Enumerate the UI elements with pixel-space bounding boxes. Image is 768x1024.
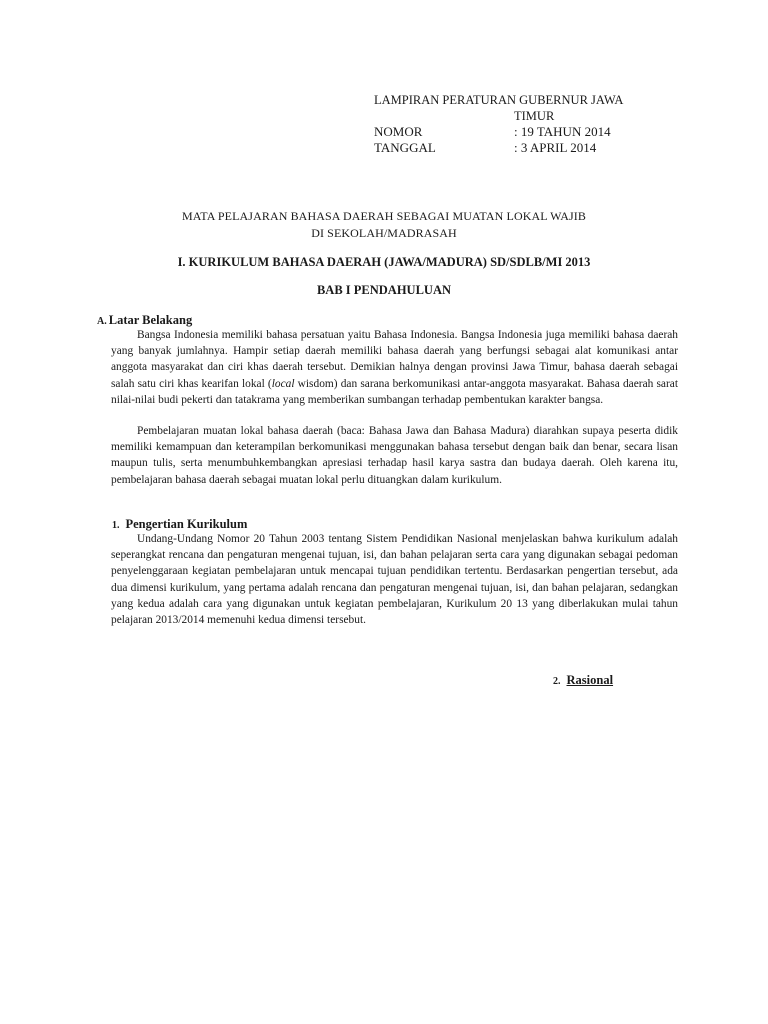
main-title-line2: DI SEKOLAH/MADRASAH xyxy=(311,226,457,240)
bab-title: BAB I PENDAHULUAN xyxy=(316,283,452,297)
lampiran-header xyxy=(374,92,654,156)
para1-text-end: wisdom) dan sarana berkomunikasi antar-anggota masyarakat. Bahasa daerah sarat nilai-nilai budi pekerti dan tatakrama yang memberikan sumbangan terhadap pembentukan karakter bangsa. xyxy=(111,377,678,406)
para1-italic-term: local xyxy=(271,377,295,390)
section-2-heading xyxy=(553,673,613,688)
kurikulum-title: I. KURIKULUM BAHASA DAERAH (JAWA/MADURA) SD/SDLB/MI 2013 xyxy=(177,255,591,269)
nomor-row xyxy=(374,124,654,140)
section-1-heading xyxy=(112,517,247,532)
tanggal-row xyxy=(374,140,654,156)
latar-belakang-paragraph-2 xyxy=(111,423,678,488)
tanggal-value: : 3 APRIL 2014 xyxy=(514,140,597,155)
pengertian-kurikulum-paragraph xyxy=(111,531,678,628)
main-title-line1: MATA PELAJARAN BAHASA DAERAH SEBAGAI MUATAN LOKAL WAJIB xyxy=(182,209,586,223)
section-1-number: 1. xyxy=(112,520,120,531)
tanggal-label: TANGGAL xyxy=(374,140,436,155)
section-a-heading xyxy=(97,313,192,328)
pengertian-text: Undang-Undang Nomor 20 Tahun 2003 tentang Sistem Pendidikan Nasional menjelaskan bahwa kurikulum adalah seperangkat rencana dan pengaturan mengenai tujuan, isi, dan bahan pelajaran serta cara yang digunakan sebagai pedoman penyelenggaraan kegiatan pembelajaran untuk mencapai tujuan pendidikan tertentu. Berdasarkan pengertian tersebut, ada dua dimensi kurikulum, yang pertama adalah rencana dan pengaturan mengenai tujuan, isi, dan bahan pelajaran, sedangkan yang kedua adalah cara yang digunakan untuk kegiatan pembelajaran, Kurikulum 20 13 yang diberlakukan mulai tahun pelajaran 2013/2014 memenuhi kedua dimensi tersebut. xyxy=(111,533,678,627)
latar-belakang-paragraph-1 xyxy=(111,327,678,408)
nomor-label: NOMOR xyxy=(374,124,423,139)
lampiran-title-line1: LAMPIRAN PERATURAN GUBERNUR JAWA xyxy=(374,93,624,107)
para1-text-start: Bangsa Indonesia memiliki bahasa persatuan yaitu Bahasa Indonesia. Bangsa Indonesia juga memiliki bahasa daerah yang banyak jumlahnya. Hampir setiap daerah memiliki bahasa daerah yang berfungsi sebagai alat komunikasi antar anggota masyarakat dan ciri khas daerah tersebut. Demikian halnya dengan provinsi Jawa Timur, bahasa daerah sebagai salah satu ciri khas kearifan lokal ( xyxy=(111,329,678,390)
section-a-number: A. xyxy=(97,316,107,327)
section-2-label: Rasional xyxy=(566,673,614,687)
lampiran-title-line2: TIMUR xyxy=(514,109,555,123)
section-1-label: Pengertian Kurikulum xyxy=(125,517,248,531)
nomor-value: : 19 TAHUN 2014 xyxy=(514,124,611,139)
section-2-number: 2. xyxy=(553,676,561,687)
section-a-label: Latar Belakang xyxy=(108,313,193,327)
para2-text: Pembelajaran muatan lokal bahasa daerah (baca: Bahasa Jawa dan Bahasa Madura) diarahkan supaya peserta didik memiliki kemampuan dan keterampilan berkomunikasi menggunakan bahasa tersebut dengan baik dan benar, secara lisan maupun tulis, serta menumbuhkembangkan apresiasi terhadap hasil karya sastra dan budaya daerah. Oleh karena itu, pembelajaran bahasa daerah sebagai muatan lokal perlu dituangkan dalam kurikulum. xyxy=(111,425,678,486)
